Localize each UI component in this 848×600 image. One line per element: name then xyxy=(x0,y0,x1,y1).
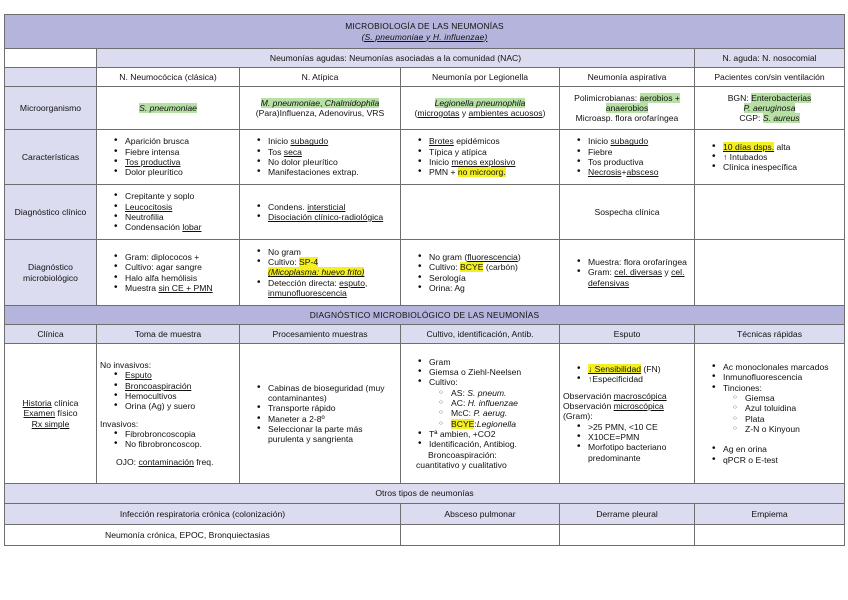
carac-ventilacion: • 10 días dsps. alta • ↑ Intubados • Clínica inespecífica xyxy=(695,130,845,185)
otros-absceso: Absceso pulmonar xyxy=(401,504,560,525)
dx-toma: No invasivos: • Esputo • Broncoaspiración • Hemocultivos • Orina (Ag) y suero Invasivos: • Fibrobroncoscopia • No fibrobroncoscop. OJO: contaminación freq. xyxy=(97,344,240,484)
dx-esputo: • ↓ Sensibilidad (FN) • ↑Especificidad Observación macroscópica Observación microscópica (Gram): • >25 PMN, <10 CE • X10CE=PMN • Morfotipo bacteriano predominante xyxy=(560,344,695,484)
dx-col-tecnicas: Técnicas rápidas xyxy=(695,325,845,344)
micro-aspirativa: Polimicrobianas: aerobios + anaerobios Microasp. flora orofaríngea xyxy=(560,87,695,130)
col-header-legionella: Neumonía por Legionella xyxy=(401,68,560,87)
col-header-ventilacion: Pacientes con/sin ventilación xyxy=(695,68,845,87)
micro-legionella: Legionella pneumophila (microgotas y ambientes acuosos) xyxy=(401,87,560,130)
blank-header-cell xyxy=(5,68,97,87)
otros-derrame-detail xyxy=(560,525,695,546)
otros-empiema: Empiema xyxy=(695,504,845,525)
dx-col-clinica: Clínica xyxy=(5,325,97,344)
dxclin-neumococica: • Crepitante y soplo • Leucocitosis • Neutrofilia • Condensación lobar xyxy=(97,185,240,240)
row-label-microorganismo: Microorganismo xyxy=(5,87,97,130)
dx-procesamiento: • Cabinas de bioseguridad (muy contaminantes) • Transporte rápido • Maneter a 2-8º • Seleccionar la parte más purulenta y sangrienta xyxy=(240,344,401,484)
dx-cultivo: • Gram • Giemsa o Ziehl-Neelsen • Cultivo: ○ AS: S. pneum. ○ AC: H. influenzae ○ McC: P. aerug. ○ BCYE:Legionella • Tª ambien, +CO2 • Identificación, Antibiog. Broncoaspiración: cuantitativo y cualitativo xyxy=(401,344,560,484)
dx-clinica: Historia clínica Examen físico Rx simple xyxy=(5,344,97,484)
blank-corner xyxy=(5,49,97,68)
otros-absceso-detail xyxy=(401,525,560,546)
col-header-atipica: N. Atípica xyxy=(240,68,401,87)
carac-legionella: • Brotes epidémicos • Típica y atípica • Inicio menos explosivo • PMN + no microorg. xyxy=(401,130,560,185)
dxclin-ventilacion-empty xyxy=(695,185,845,240)
otros-title: Otros tipos de neumonías xyxy=(5,484,845,504)
dxmicro-legionella: • No gram (fluorescencia) • Cultivo: BCYE (carbón) • Serología • Orina: Ag xyxy=(401,240,560,306)
dxmicro-atipica: • No gram • Cultivo: SP-4 (Micoplasma: huevo frito) • Detección directa: esputo, inmunofluorescencia xyxy=(240,240,401,306)
micro-atipica: M. pneumoniae, Chalmidophila (Para)Influenza, Adenovirus, VRS xyxy=(240,87,401,130)
row-label-diag-micro: Diagnóstico microbiológico xyxy=(5,240,97,306)
table-title xyxy=(5,15,845,49)
nosocomial-group-header: N. aguda: N. nosocomial xyxy=(695,49,845,68)
micro-ventilacion: BGN: Enterobacterias P. aeruginosa CGP: S. aureus xyxy=(695,87,845,130)
row-label-diag-clinico: Diagnóstico clínico xyxy=(5,185,97,240)
dxmicro-neumococica: • Gram: diplococos + • Cultivo: agar sangre • Halo alfa hemólisis • Muestra sin CE + PMN xyxy=(97,240,240,306)
dx-col-toma: Toma de muestra xyxy=(97,325,240,344)
carac-aspirativa: • Inicio subagudo • Fiebre • Tos productiva • Necrosis+absceso xyxy=(560,130,695,185)
nac-group-header: Neumonías agudas: Neumonías asociadas a la comunidad (NAC) xyxy=(97,49,695,68)
carac-atipica: • Inicio subagudo • Tos seca • No dolor pleurítico • Manifestaciones extrap. xyxy=(240,130,401,185)
dx-tecnicas: • Ac monoclonales marcados • Inmunofluorescencia • Tinciones: ○ Giemsa ○ Azul toluidina ○ Plata ○ Z-N o Kinyoun • Ag en orina • qPCR o E-test xyxy=(695,344,845,484)
dx-col-procesamiento: Procesamiento muestras xyxy=(240,325,401,344)
col-header-neumococica: N. Neumocócica (clásica) xyxy=(97,68,240,87)
otros-derrame: Derrame pleural xyxy=(560,504,695,525)
dxclin-aspirativa: Sospecha clínica xyxy=(560,185,695,240)
dx-col-cultivo: Cultivo, identificación, Antib. xyxy=(401,325,560,344)
dx-col-esputo: Esputo xyxy=(560,325,695,344)
otros-empiema-detail xyxy=(695,525,845,546)
row-label-caracteristicas: Características xyxy=(5,130,97,185)
carac-neumococica: • Aparición brusca • Fiebre intensa • Tos productiva • Dolor pleurítico xyxy=(97,130,240,185)
otros-cronica: Infección respiratoria crónica (colonización) xyxy=(5,504,401,525)
otros-cronica-detail: Neumonía crónica, EPOC, Bronquiectasias xyxy=(5,525,401,546)
micro-neumococica: S. pneumoniae xyxy=(97,87,240,130)
microbiology-table xyxy=(4,14,845,546)
col-header-aspirativa: Neumonía aspirativa xyxy=(560,68,695,87)
title-subtitle: (S. pneumoniae y H. influenzae) xyxy=(361,31,488,42)
dxmicro-ventilacion-empty xyxy=(695,240,845,306)
dxmicro-aspirativa: • Muestra: flora orofaríngea • Gram: cel. diversas y cel. defensivas xyxy=(560,240,695,306)
dxclin-atipica: • Condens. intersticial • Disociación clínico-radiológica xyxy=(240,185,401,240)
diagnostico-title: DIAGNÓSTICO MICROBIOLÓGICO DE LAS NEUMONÍAS xyxy=(5,306,845,325)
title-main: MICROBIOLOGÍA DE LAS NEUMONÍAS xyxy=(345,21,504,32)
dxclin-legionella-empty xyxy=(401,185,560,240)
